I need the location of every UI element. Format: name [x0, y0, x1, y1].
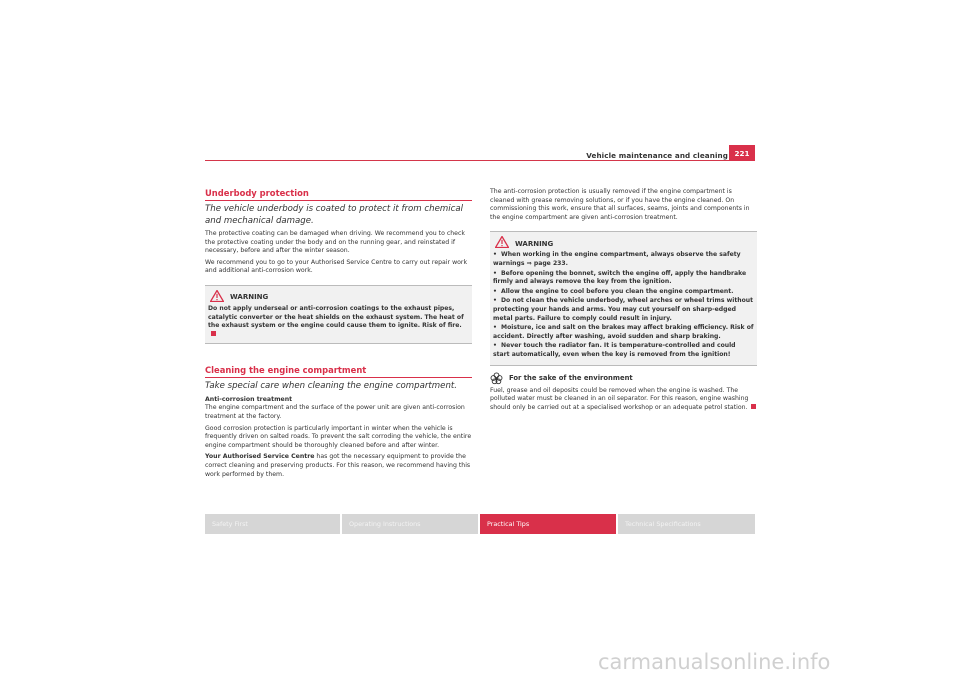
- paragraph: [205, 453, 472, 479]
- section-title-underbody: Underbody protection: [205, 188, 472, 201]
- warning-bullet: • Allow the engine to cool before you clean the engine compartment.: [493, 287, 734, 295]
- page-number: 221: [729, 145, 755, 161]
- running-title: Vehicle maintenance and cleaning: [586, 151, 728, 160]
- header-rule: [205, 160, 729, 161]
- paragraph: We recommend you to go to your Authorised Service Centre to carry out repair work and additional anti-corrosion work.: [205, 258, 468, 275]
- footer-tab-practical-tips[interactable]: Practical Tips: [480, 514, 616, 534]
- warning-label: WARNING: [515, 239, 554, 248]
- warning-bullet: • Never touch the radiator fan. It is temperature-controlled and could start automatically, even when the key is removed from the ignition!: [493, 342, 736, 358]
- section-subtitle-engine-cleaning: Take special care when cleaning the engine compartment.: [205, 381, 458, 392]
- paragraph: The protective coating can be damaged when driving. We recommend you to check the protective coating under the body and on the running gear, and reinstated if necessary, before and after the winter season.: [205, 230, 465, 255]
- environment-text: Fuel, grease and oil deposits could be removed when the engine is washed. The polluted water must be cleaned in an oil separator. For this reason, engine washing should only be carried out at a specialised workshop or an adequate petrol station.: [490, 387, 757, 413]
- warning-header: [208, 290, 469, 302]
- right-column: [490, 188, 757, 415]
- paragraph: The anti-corrosion protection is usually removed if the engine compartment is cleaned with grease removing solutions, or if you have the engine cleaned. On commissioning this work, ensure that all surfaces, seams, joints and components in the engine compartment are given anti-corrosion treatment.: [490, 188, 750, 221]
- warning-header: [493, 236, 754, 248]
- warning-box: [205, 285, 472, 344]
- footer-tab-operating-instructions[interactable]: Operating Instructions: [342, 514, 478, 534]
- paragraph: Good corrosion protection is particularly important in winter when the vehicle is frequently driven on salted roads. To prevent the salt corroding the vehicle, the entire engine compartment should be thoroughly cleaned before and after winter.: [205, 424, 472, 449]
- subheading: Anti-corrosion treatment: [205, 395, 293, 403]
- section-subtitle-underbody: The vehicle underbody is coated to protect it from chemical and mechanical damage.: [205, 204, 463, 226]
- warning-triangle-icon: [210, 290, 224, 302]
- bold-inline: Your Authorised Service Centre: [205, 453, 315, 461]
- footer-tab-safety-first[interactable]: Safety First: [205, 514, 340, 534]
- end-marker: [751, 404, 756, 409]
- warning-bullet: • Moisture, ice and salt on the brakes may affect braking efficiency. Risk of accident. Directly after washing, avoid sudden and sharp braking.: [493, 324, 754, 340]
- warning-box: [490, 231, 757, 365]
- warning-bullet: • Before opening the bonnet, switch the engine off, apply the handbrake firmly and always remove the key from the ignition.: [493, 269, 747, 286]
- environment-header: [490, 372, 757, 385]
- inline-text: has got the necessary equipment to provide the correct cleaning and preserving products. For this reason, we recommend having this work performed by them.: [205, 453, 471, 478]
- section-title-engine-cleaning: Cleaning the engine compartment: [205, 365, 472, 378]
- warning-label: WARNING: [230, 293, 269, 302]
- footer-tab-technical-specifications[interactable]: Technical Specifications: [618, 514, 755, 534]
- warning-triangle-icon: [495, 236, 509, 248]
- flower-icon: [490, 372, 503, 385]
- end-marker: [211, 331, 216, 336]
- environment-title: For the sake of the environment: [509, 373, 633, 382]
- left-column: [205, 188, 472, 482]
- warning-text: Do not apply underseal or anti-corrosion coatings to the exhaust pipes, catalytic converter or the heat shields on the exhaust system. The heat of the exhaust system or the engine could cause them to ignite. Risk of fire.: [208, 304, 464, 330]
- watermark: carmanualsonline.info: [598, 650, 831, 674]
- warning-bullet: • When working in the engine compartment, always observe the safety warnings ⇒ page 233.: [493, 251, 741, 267]
- warning-bullet: • Do not clean the vehicle underbody, wheel arches or wheel trims without protecting your hands and arms. You may cut yourself on sharp-edged metal parts. Failure to comply could result in injury.: [493, 297, 754, 322]
- paragraph: The engine compartment and the surface of the power unit are given anti-corrosion treatment at the factory.: [205, 404, 465, 421]
